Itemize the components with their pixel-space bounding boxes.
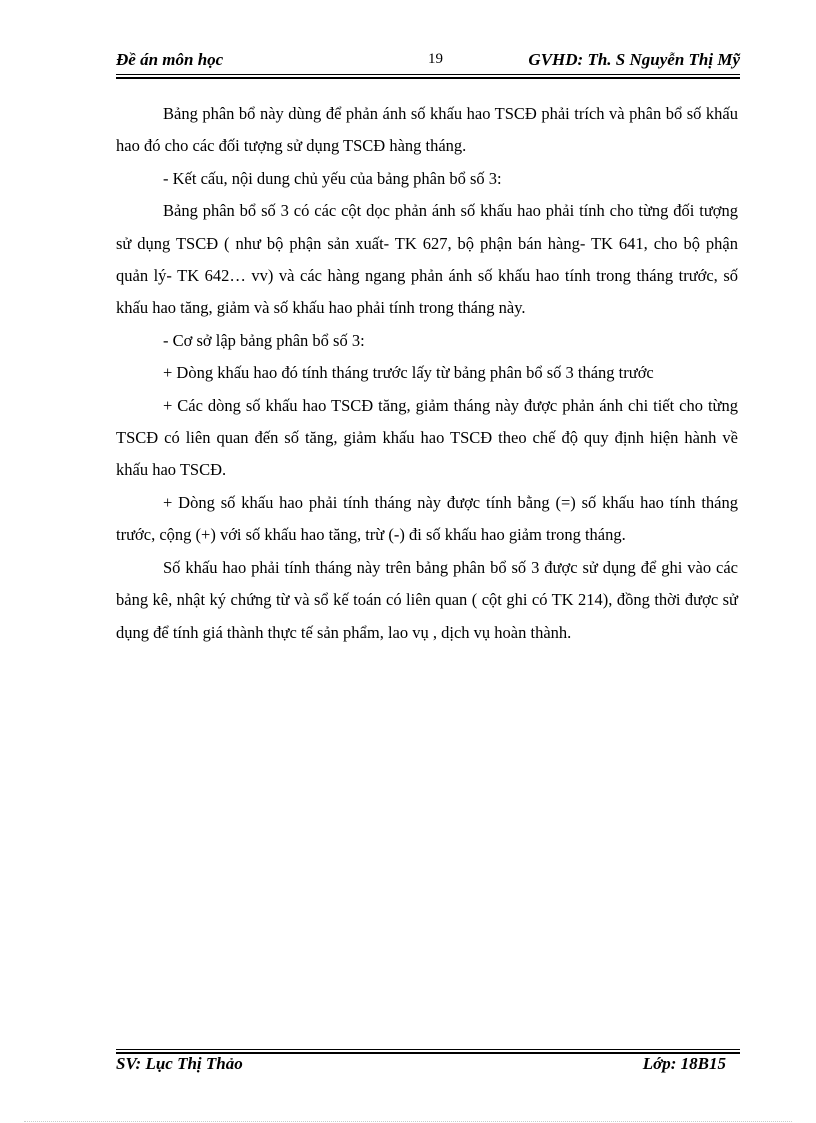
- paragraph-structure-description: Bảng phân bổ số 3 có các cột dọc phản ánh số khấu hao phải tính cho từng đối tượng sử dụng TSCĐ ( như bộ phận sản xuất- TK 627, bộ phận bán hàng- TK 641, cho bộ phận quản lý- TK 642… vv) và các hàng ngang phản ánh số khấu hao tính trong tháng trước, số khấu hao tăng, giảm và số khấu hao phải tính trong tháng này.: [116, 201, 738, 318]
- footer-divider-thin: [116, 1049, 740, 1050]
- paragraph-purpose: Bảng phân bổ này dùng để phản ánh số khấu hao TSCĐ phải trích và phân bổ số khấu hao đó cho các đối tượng sử dụng TSCĐ hàng tháng.: [116, 104, 738, 156]
- paragraph-basis-increase-decrease: + Các dòng số khấu hao TSCĐ tăng, giảm tháng này được phản ánh chi tiết cho từng TSCĐ có liên quan đến số tăng, giảm khấu hao TSCĐ theo chế độ quy định hiện hành về khấu hao TSCĐ.: [116, 395, 738, 480]
- page-number: 19: [428, 51, 443, 67]
- header-course-title: Đề án môn học: [116, 50, 224, 69]
- body-text: [116, 98, 738, 649]
- page-footer: [116, 1054, 726, 1078]
- header-supervisor: GVHD: Th. S Nguyễn Thị Mỹ: [528, 50, 740, 69]
- paragraph-usage: Số khấu hao phải tính tháng này trên bảng phân bổ số 3 được sử dụng để ghi vào các bảng kê, nhật ký chứng từ và sổ kế toán có liên quan ( cột ghi có TK 214), đồng thời được sử dụng để tính giá thành thực tế sản phẩm, lao vụ , dịch vụ hoàn thành.: [116, 557, 738, 642]
- paragraph-basis-previous-month: + Dòng khấu hao đó tính tháng trước lấy từ bảng phân bổ số 3 tháng trước: [163, 363, 654, 383]
- paragraph-basis-current-month: + Dòng số khấu hao phải tính tháng này được tính bằng (=) số khấu hao tính tháng trước, cộng (+) với số khấu hao tăng, trừ (-) đi số khấu hao giảm trong tháng.: [116, 492, 738, 545]
- page-bottom-edge: [24, 1121, 792, 1122]
- page-header: [116, 50, 740, 74]
- footer-class: Lớp: 18B15: [642, 1054, 726, 1073]
- footer-student-name: SV: Lục Thị Thảo: [116, 1054, 243, 1073]
- header-divider-thin: [116, 74, 740, 75]
- paragraph-structure-heading: - Kết cấu, nội dung chủ yếu của bảng phân bổ số 3:: [163, 168, 502, 188]
- paragraph-basis-heading: - Cơ sở lập bảng phân bổ số 3:: [163, 330, 365, 350]
- header-divider-thick: [116, 77, 740, 79]
